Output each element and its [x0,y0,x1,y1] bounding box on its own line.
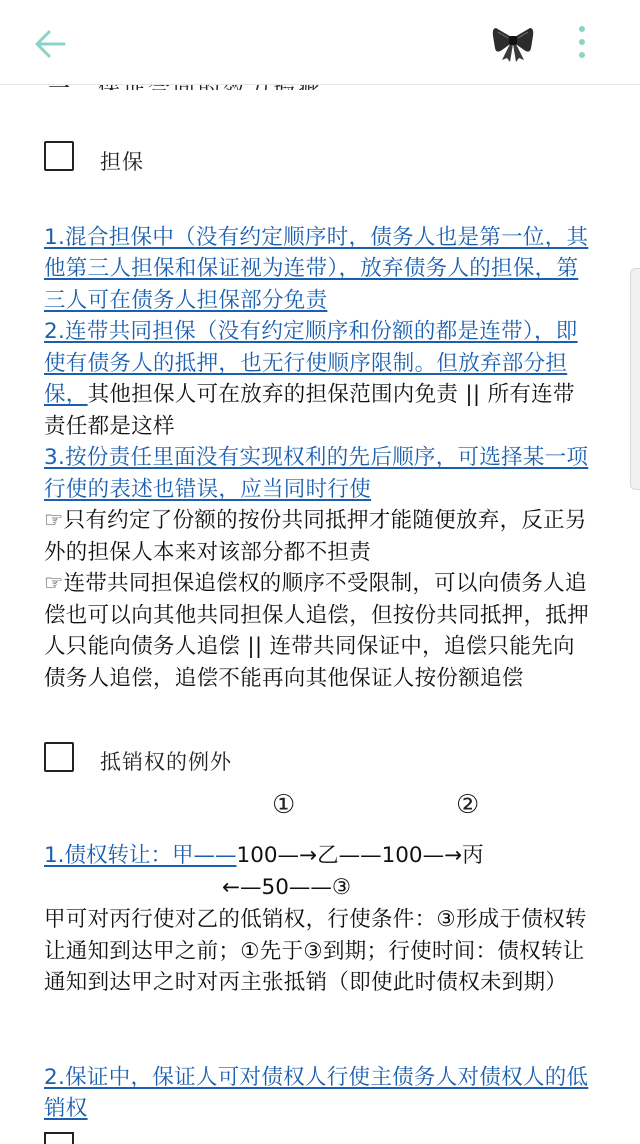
guarantee-link-text[interactable]: 1.混合担保中（没有约定顺序时，债务人也是第一位，其他第三人担保和保证视为连带），放弃债务人的担保，第三人可在债务人担保部分免责 2.连带共同担保（没有约定顺序和份额的都是连带），即使有债务人的抵押，也无行使顺序限制。但放弃部分担保， [44,224,589,407]
arrow-left-icon[interactable] [30,24,70,64]
setoff-paragraph: 甲可对丙行使对乙的低销权，行使条件：③形成于债权转让通知到达甲之前；①先于③到期；行使时间：债权转让通知到达甲之时对丙主张抵销（即使此时债权未到期） [44,907,587,995]
transfer-diagram-line-1 [44,840,484,872]
guarantee-plain-text: 其他担保人可在放弃的担保范围内免责 || 所有连带责任都是这样 [44,382,575,439]
app-toolbar [0,0,640,85]
setoff-link-paragraph [44,1030,590,1125]
bow-icon[interactable] [490,22,536,62]
note-content[interactable] [0,84,640,1138]
transfer-rest: 100—→乙——100—→丙 [236,843,484,868]
transfer-link[interactable]: 1.债权转让：甲—— [44,843,237,868]
checkbox-guarantee[interactable] [44,141,74,171]
circle-number-1: ① [272,790,296,820]
setoff-link-text[interactable]: 2.保证中，保证人可对债权人行使主债务人对债权人的低销权 [44,1064,589,1121]
checkbox-next-partial[interactable] [44,1132,74,1144]
section-label-setoff: 抵销权的例外 [100,750,232,774]
transfer-diagram-line-2: ←—50——③ [222,875,352,900]
vertical-dots-icon[interactable] [572,24,592,60]
edge-scroll-handle[interactable] [630,268,640,490]
guarantee-notes [44,190,590,694]
guarantee-link-text-2[interactable]: 3.按份责任里面没有实现权利的先后顺序，可选择某一项行使的表述也错误，应当同时行使 [44,445,589,502]
checkbox-setoff-exception[interactable] [44,742,74,772]
section-label-guarantee: 担保 [100,150,144,174]
guarantee-plain-text-2: ☞只有约定了份额的按份共同抵押才能随便放弃，反正另外的担保人本来对该部分都不担责 ☞连带共同担保追偿权的顺序不受限制，可以向债务人追偿也可以向其他共同担保人追偿，但按份共同抵押，抵押人只能向债务人追偿 || 连带共同保证中，追偿只能先向债务人追偿，追偿不能再向其他保证人按份额追偿 [44,508,590,691]
circle-number-2: ② [456,790,480,820]
